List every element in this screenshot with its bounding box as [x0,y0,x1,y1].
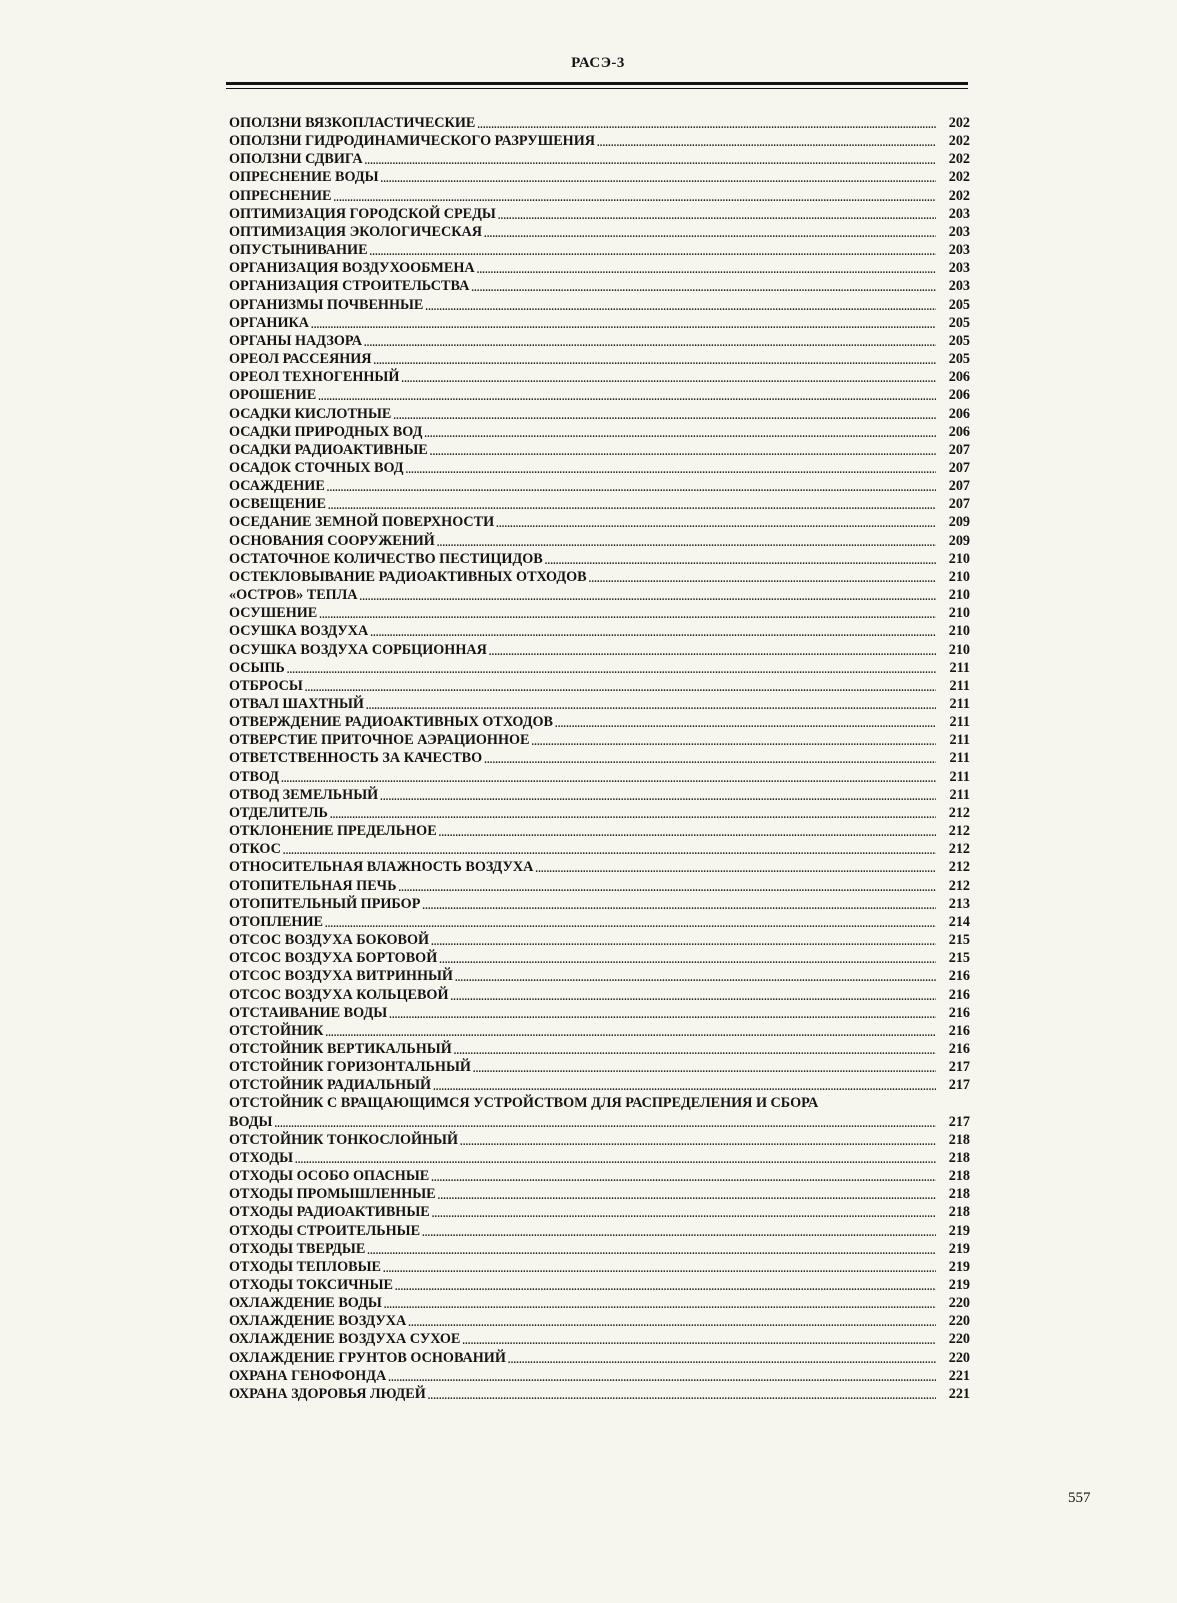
entry-term: ОТСТАИВАНИЕ ВОДЫ [229,1004,388,1021]
dot-leader [367,1244,936,1258]
entry-term: ОРГАНИЗМЫ ПОЧВЕННЫЕ [229,296,424,313]
entry-page: 211 [949,677,970,694]
index-entry [229,1385,970,1403]
entry-term: ОХЛАЖДЕНИЕ ВОЗДУХА СУХОЕ [229,1331,461,1348]
index-entry [229,150,970,168]
entry-term: ВОДЫ [229,1113,273,1130]
dot-leader [311,318,936,332]
entry-term: ОХЛАЖДЕНИЕ ВОЗДУХА [229,1313,407,1330]
entry-term: ОТХОДЫ РАДИОАКТИВНЫЕ [229,1204,430,1221]
entry-page: 206 [948,423,970,440]
entry-page: 220 [948,1313,970,1330]
dot-leader [455,972,936,986]
index-entry [229,604,970,622]
entry-term: ОСНОВАНИЯ СООРУЖЕНИЙ [229,532,435,549]
index-entry [229,187,970,205]
index-entry [229,168,970,186]
entry-page: 218 [948,1186,970,1203]
index-entry [229,986,970,1004]
page-number: 557 [1068,1490,1091,1506]
entry-term: ОРЕОЛ РАССЕЯНИЯ [229,351,372,368]
entry-term: ОСУШКА ВОЗДУХА СОРБЦИОННАЯ [229,641,487,658]
entry-page: 212 [948,823,970,840]
entry-page: 211 [949,768,970,785]
entry-term: ОСАДКИ РАДИОАКТИВНЫЕ [229,441,428,458]
dot-leader [384,1298,936,1312]
entry-term: ОПОЛЗНИ ВЯЗКОПЛАСТИЧЕСКИЕ [229,115,476,131]
index-entry [229,1167,970,1185]
dot-leader [325,1026,936,1040]
dot-leader [281,772,936,786]
entry-term: ОТОПЛЕНИЕ [229,913,323,930]
dot-leader [406,463,936,477]
index-entry [229,695,970,713]
entry-page: 203 [948,278,970,295]
dot-leader [438,1189,936,1203]
entry-page: 209 [948,532,970,549]
index-entry [229,1149,970,1167]
entry-page: 206 [948,387,970,404]
entry-page: 203 [948,260,970,277]
dot-leader [325,917,936,931]
entry-page: 205 [948,332,970,349]
dot-leader [431,935,936,949]
index-entry [229,659,970,677]
entry-term: ОРГАНИЗАЦИЯ СТРОИТЕЛЬСТВА [229,278,470,295]
dot-leader [555,717,936,731]
entry-term: ОСВЕЩЕНИЕ [229,496,326,513]
dot-leader [366,699,936,713]
entry-page: 216 [948,1004,970,1021]
dot-leader [439,953,936,967]
dot-leader [370,245,936,259]
entry-term: ОТХОДЫ ТОКСИЧНЫЕ [229,1277,393,1293]
index-entry [229,1022,970,1040]
index-entry [229,350,970,368]
index-entry [229,132,970,150]
entry-term: ОСТЕКЛОВЫВАНИЕ РАДИОАКТИВНЫХ ОТХОДОВ [229,568,587,585]
entry-page: 219 [948,1222,970,1239]
index-entry [229,568,970,586]
dot-leader [274,1117,936,1131]
entry-page: 210 [948,550,970,567]
entry-page: 203 [948,223,970,240]
dot-leader [460,1135,936,1149]
dot-leader [439,826,936,840]
entry-term: ОТОПИТЕЛЬНАЯ ПЕЧЬ [229,877,397,894]
index-entry [229,1367,970,1385]
entry-term: ОСУШЕНИЕ [229,605,318,622]
entry-page: 202 [948,115,970,131]
entry-page: 202 [948,169,970,186]
index-entry [229,1240,970,1258]
entry-term: ОХРАНА ГЕНОФОНДА [229,1367,387,1384]
index-entry [229,1349,970,1367]
dot-leader [545,554,936,568]
entry-term: «ОСТРОВ» ТЕПЛА [229,587,358,604]
entry-page: 217 [948,1077,970,1094]
dot-leader [422,1226,936,1240]
entry-page: 216 [948,986,970,1003]
entry-term: ОСУШКА ВОЗДУХА [229,623,369,640]
entry-term: ОРГАНИЗАЦИЯ ВОЗДУХООБМЕНА [229,260,475,277]
entry-term: ОТСТОЙНИК ВЕРТИКАЛЬНЫЙ [229,1040,452,1057]
index-entry [229,314,970,332]
entry-term: ОТВОД ЗЕМЕЛЬНЫЙ [229,786,379,803]
entry-term: ОРГАНИКА [229,314,310,331]
index-entry [229,931,970,949]
dot-leader [333,191,936,205]
entry-term: ОТСТОЙНИК ТОНКОСЛОЙНЫЙ [229,1131,459,1148]
index-entry [229,441,970,459]
index-entry [229,1222,970,1240]
entry-term: ОТСОС ВОЗДУХА ВИТРИННЫЙ [229,968,453,985]
index-entry [229,495,970,513]
dot-leader [398,881,936,895]
entry-page: 212 [948,859,970,876]
index-entry [229,114,970,132]
entry-page: 202 [948,151,970,168]
index-entry [229,296,970,314]
entry-page: 207 [948,441,970,458]
dot-leader [484,754,936,768]
dot-leader [451,990,937,1004]
index-entry [229,786,970,804]
entry-page: 218 [948,1168,970,1185]
entry-page: 220 [948,1331,970,1348]
dot-leader [597,136,936,150]
entry-page: 212 [948,804,970,821]
dot-leader [489,645,936,659]
entry-page: 210 [948,605,970,622]
dot-leader [535,863,936,877]
entry-page: 211 [949,786,970,803]
entry-page: 210 [948,623,970,640]
entry-page: 207 [948,496,970,513]
dot-leader [589,572,936,586]
index-entry [229,1294,970,1312]
entry-term: ОСЫПЬ [229,659,285,676]
entry-page: 211 [949,696,970,712]
entry-term: ОТКЛОНЕНИЕ ПРЕДЕЛЬНОЕ [229,823,437,840]
index-entry [229,1276,970,1294]
index-entry [229,332,970,350]
entry-term: ОТНОСИТЕЛЬНАЯ ВЛАЖНОСТЬ ВОЗДУХА [229,859,534,876]
entry-term: ОТВЕРСТИЕ ПРИТОЧНОЕ АЭРАЦИОННОЕ [229,732,530,749]
entry-term: ОРОШЕНИЕ [229,387,317,404]
entry-page: 215 [948,950,970,967]
dot-leader [454,1044,936,1058]
entry-page: 205 [948,314,970,331]
dot-leader [431,1171,936,1185]
entry-term: ОСТАТОЧНОЕ КОЛИЧЕСТВО ПЕСТИЦИДОВ [229,550,543,567]
index-entry [229,532,970,550]
entry-term: ОТХОДЫ ТЕПЛОВЫЕ [229,1258,382,1275]
index-entry [229,586,970,604]
entry-page: 202 [948,187,970,204]
index-entry [229,459,970,477]
dot-leader [473,1062,936,1076]
entry-page: 212 [948,841,970,858]
entry-page: 214 [948,913,970,930]
entry-term: ОПРЕСНЕНИЕ [229,187,332,204]
entry-term: ОТВЕРЖДЕНИЕ РАДИОАКТИВНЫХ ОТХОДОВ [229,714,554,731]
entry-term: ОТХОДЫ [229,1149,294,1166]
dot-leader [432,1208,936,1222]
index-entry [229,386,970,404]
index-entry [229,677,970,695]
index-entry [229,223,970,241]
entry-page: 207 [948,459,970,476]
entry-term: ОТСОС ВОЗДУХА БОКОВОЙ [229,932,430,949]
entry-page: 218 [948,1149,970,1166]
dot-leader [425,300,936,314]
index-entry [229,1203,970,1221]
entry-page: 211 [949,714,970,731]
index-entry [229,713,970,731]
dot-leader [380,790,936,804]
entry-page: 202 [948,133,970,150]
entry-term: ОПТИМИЗАЦИЯ ЭКОЛОГИЧЕСКАЯ [229,223,483,240]
entry-page: 212 [948,877,970,894]
index-entry [229,277,970,295]
entry-term: ОПРЕСНЕНИЕ ВОДЫ [229,169,379,186]
entry-term: ОТДЕЛИТЕЛЬ [229,804,328,821]
entry-term: ОСАДКИ ПРИРОДНЫХ ВОД [229,423,423,440]
dot-leader [374,354,936,368]
dot-leader [395,1280,936,1294]
dot-leader [428,1389,936,1403]
index-entry [229,840,970,858]
entry-term: ОХЛАЖДЕНИЕ ГРУНТОВ ОСНОВАНИЙ [229,1349,506,1366]
entry-page: 203 [948,242,970,259]
running-header: РАСЭ-3 [571,55,625,71]
index-entry [229,967,970,985]
entry-page: 205 [948,296,970,313]
entry-page: 213 [948,895,970,912]
entry-term: ОТВОД [229,768,280,785]
dot-leader [295,1153,936,1167]
index-entry [229,1330,970,1348]
entry-term: ОТХОДЫ СТРОИТЕЛЬНЫЕ [229,1222,421,1239]
dot-leader [365,154,936,168]
index-entry [229,1094,970,1112]
entry-page: 217 [948,1059,970,1076]
dot-leader [393,409,936,423]
entry-page: 206 [948,369,970,386]
entry-term: ОПТИМИЗАЦИЯ ГОРОДСКОЙ СРЕДЫ [229,205,496,222]
index-entry [229,513,970,531]
dot-leader [370,627,936,641]
entry-term: ОТСОС ВОЗДУХА БОРТОВОЙ [229,950,438,967]
index-entry [229,1312,970,1330]
entry-page: 210 [948,587,970,604]
dot-leader [305,681,936,695]
index-entry [229,895,970,913]
dot-leader [508,1353,936,1367]
entry-page: 215 [948,932,970,949]
dot-leader [477,263,936,277]
entry-page: 218 [948,1131,970,1148]
entry-page: 203 [948,205,970,222]
entry-term: ОПОЛЗНИ СДВИГА [229,151,363,168]
entry-term: ОТСОС ВОЗДУХА КОЛЬЦЕВОЙ [229,986,449,1003]
dot-leader [430,445,936,459]
entry-page: 216 [948,1022,970,1039]
dot-leader [287,663,936,677]
dot-leader [318,391,936,405]
entry-term: ОТСТОЙНИК РАДИАЛЬНЫЙ [229,1077,432,1094]
header-rule-thin [226,88,968,89]
entry-term: ОСАДОК СТОЧНЫХ ВОД [229,459,404,476]
entry-term: ОТОПИТЕЛЬНЫЙ ПРИБОР [229,895,421,912]
index-entry [229,1113,970,1131]
dot-leader [360,590,936,604]
entry-term: ОТВЕТСТВЕННОСТЬ ЗА КАЧЕСТВО [229,750,483,767]
entry-page: 210 [948,568,970,585]
entry-page: 221 [948,1385,970,1402]
dot-leader [328,499,936,513]
entry-term: ОТСТОЙНИК С ВРАЩАЮЩИМСЯ УСТРОЙСТВОМ ДЛЯ РАСПРЕДЕЛЕНИЯ И СБОРА [229,1095,819,1112]
entry-term: ОТСТОЙНИК ГОРИЗОНТАЛЬНЫЙ [229,1059,471,1076]
entry-term: ОХРАНА ЗДОРОВЬЯ ЛЮДЕЙ [229,1385,426,1402]
index-entry [229,205,970,223]
dot-leader [496,518,936,532]
index-entry [229,641,970,659]
entry-term: ОТБРОСЫ [229,677,303,694]
entry-term: ОРГАНЫ НАДЗОРА [229,332,362,349]
dot-leader [319,608,936,622]
entry-page: 211 [949,732,970,749]
index-entry [229,1131,970,1149]
header-rule-thick [226,82,968,85]
dot-leader [433,1080,936,1094]
dot-leader [422,899,936,913]
index-entry [229,877,970,895]
dot-leader [424,427,936,441]
entry-page: 217 [948,1113,970,1130]
entry-page: 216 [948,968,970,985]
entry-term: ОХЛАЖДЕНИЕ ВОДЫ [229,1295,382,1312]
index-entry [229,368,970,386]
dot-leader [477,118,936,132]
dot-leader [327,481,936,495]
entry-page: 216 [948,1040,970,1057]
index-entry [229,423,970,441]
dot-leader [498,209,936,223]
dot-leader [330,808,936,822]
dot-leader [401,372,936,386]
entry-page: 206 [948,405,970,422]
index-entry [229,913,970,931]
dot-leader [408,1316,936,1330]
dot-leader [389,1008,936,1022]
entry-term: ОТХОДЫ ОСОБО ОПАСНЫЕ [229,1168,430,1185]
entry-term: ОСЕДАНИЕ ЗЕМНОЙ ПОВЕРХНОСТИ [229,514,495,531]
dot-leader [484,227,936,241]
entry-page: 218 [948,1204,970,1221]
dot-leader [462,1335,936,1349]
entry-page: 205 [948,351,970,368]
entry-page: 221 [948,1367,970,1384]
dot-leader [364,336,936,350]
entry-page: 219 [948,1258,970,1275]
dot-leader [383,1262,936,1276]
entry-term: ОТВАЛ ШАХТНЫЙ [229,696,364,712]
entry-term: ОТКОС [229,841,281,858]
index-entry [229,768,970,786]
index-entry [229,1040,970,1058]
index-list [229,114,970,1403]
index-entry [229,241,970,259]
entry-term: ОПУСТЫНИВАНИЕ [229,242,368,259]
index-entry [229,259,970,277]
dot-leader [437,536,936,550]
dot-leader [471,282,936,296]
entry-page: 211 [949,750,970,767]
dot-leader [388,1371,936,1385]
index-entry [229,1185,970,1203]
entry-term: ОРЕОЛ ТЕХНОГЕННЫЙ [229,369,400,386]
index-entry [229,822,970,840]
entry-page: 220 [948,1295,970,1312]
entry-page: 211 [949,659,970,676]
index-entry [229,622,970,640]
index-entry [229,858,970,876]
index-entry [229,1058,970,1076]
dot-leader [283,844,936,858]
entry-term: ОПОЛЗНИ ГИДРОДИНАМИЧЕСКОГО РАЗРУШЕНИЯ [229,133,595,150]
index-entry [229,1258,970,1276]
entry-page: 209 [948,514,970,531]
index-entry [229,749,970,767]
entry-page: 219 [948,1277,970,1293]
index-entry [229,477,970,495]
index-entry [229,949,970,967]
entry-page: 220 [948,1349,970,1366]
entry-page: 219 [948,1240,970,1257]
index-entry [229,550,970,568]
entry-term: ОТСТОЙНИК [229,1022,324,1039]
index-entry [229,804,970,822]
entry-term: ОТХОДЫ ТВЕРДЫЕ [229,1240,366,1257]
index-entry [229,1004,970,1022]
entry-page: 210 [948,641,970,658]
entry-page: 207 [948,478,970,495]
entry-term: ОСАДКИ КИСЛОТНЫЕ [229,405,392,422]
index-entry [229,405,970,423]
dot-leader [381,173,936,187]
index-entry [229,1076,970,1094]
entry-term: ОСАЖДЕНИЕ [229,478,325,495]
entry-term: ОТХОДЫ ПРОМЫШЛЕННЫЕ [229,1186,436,1203]
dot-leader [532,735,937,749]
index-entry [229,731,970,749]
